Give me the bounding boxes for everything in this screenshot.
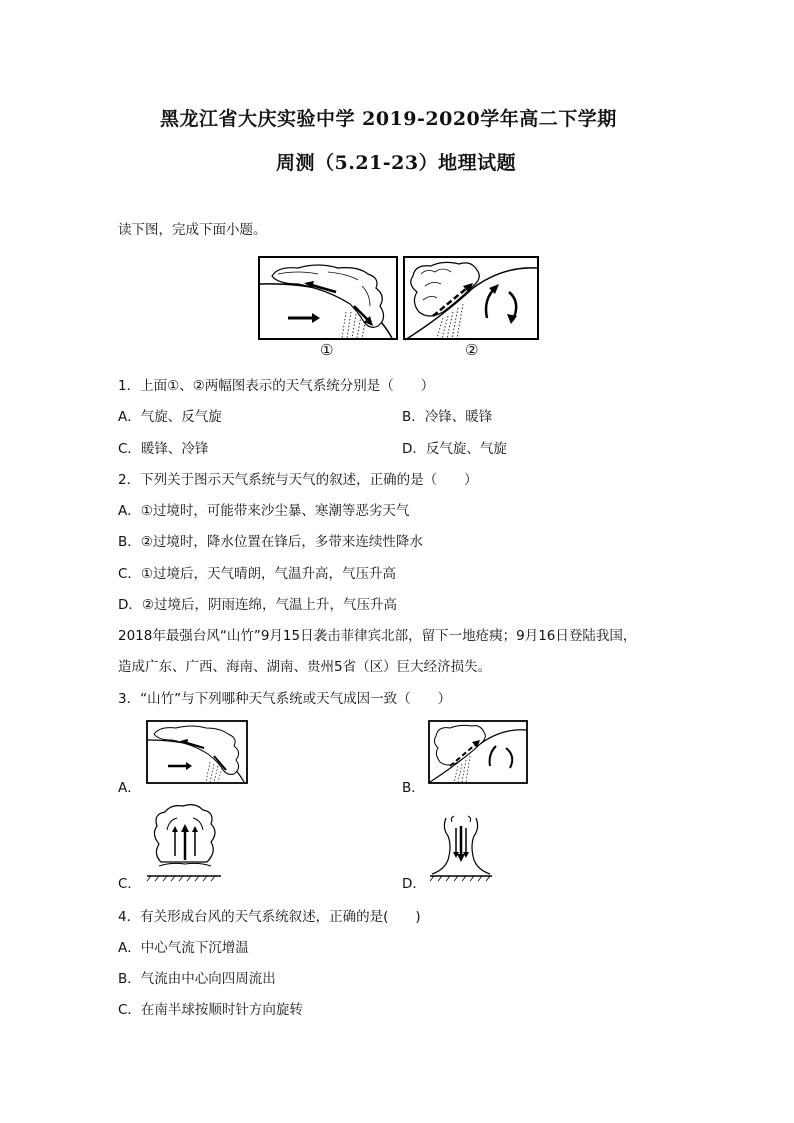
q3-option-b[interactable]: B． xyxy=(402,780,425,796)
q3-option-d-subsiding-air-diagram[interactable] xyxy=(428,814,494,882)
q3-stem: 3．“山竹”与下列哪种天气系统或天气成因一致（ ） xyxy=(118,691,452,707)
q1-option-d[interactable]: D．反气旋、气旋 xyxy=(402,441,507,457)
q4-stem: 4．有关形成台风的天气系统叙述，正确的是( ) xyxy=(118,909,421,925)
intro-text: 读下图，完成下面小题。 xyxy=(118,222,267,238)
figure-2-front-diagram xyxy=(403,256,539,340)
q4-option-c[interactable]: C．在南半球按顺时针方向旋转 xyxy=(118,1002,303,1018)
q3-option-a-cold-front-diagram[interactable] xyxy=(146,720,248,784)
q1-stem: 1．上面①、②两幅图表示的天气系统分别是（ ） xyxy=(118,378,435,394)
q4-option-b[interactable]: B．气流由中心向四周流出 xyxy=(118,971,276,987)
q4-option-a[interactable]: A．中心气流下沉增温 xyxy=(118,940,249,956)
q2-option-d[interactable]: D．②过境后，阴雨连绵，气温上升，气压升高 xyxy=(118,597,397,613)
q1-option-c[interactable]: C．暖锋、冷锋 xyxy=(118,441,209,457)
passage-line-2: 造成广东、广西、海南、湖南、贵州5省（区）巨大经济损失。 xyxy=(118,659,492,675)
q1-option-a[interactable]: A．气旋、反气旋 xyxy=(118,409,222,425)
q2-option-a[interactable]: A．①过境时，可能带来沙尘暴、寒潮等恶劣天气 xyxy=(118,503,410,519)
q3-option-d[interactable]: D． xyxy=(402,876,426,892)
q2-stem: 2．下列关于图示天气系统与天气的叙述，正确的是（ ） xyxy=(118,472,478,488)
q1-option-b[interactable]: B．冷锋、暖锋 xyxy=(402,409,493,425)
figure-2-label: ② xyxy=(465,341,479,359)
figure-1-label: ① xyxy=(320,341,334,359)
q3-option-c[interactable]: C． xyxy=(118,876,141,892)
title-line-2: 周测（5.21-23）地理试题 xyxy=(276,152,517,174)
title-line-1: 黑龙江省大庆实验中学 2019-2020学年高二下学期 xyxy=(160,108,617,130)
figure-1-front-diagram xyxy=(258,256,398,340)
q3-option-c-convection-cloud-diagram[interactable] xyxy=(145,800,223,882)
passage-line-1: 2018年最强台风“山竹”9月15日袭击菲律宾北部，留下一地疮痍；9月16日登陆我国， xyxy=(118,628,637,644)
q3-option-b-warm-front-diagram[interactable] xyxy=(428,720,528,784)
q2-option-b[interactable]: B．②过境时，降水位置在锋后，多带来连续性降水 xyxy=(118,534,423,550)
q2-option-c[interactable]: C．①过境后，天气晴朗，气温升高，气压升高 xyxy=(118,566,397,582)
q3-option-a[interactable]: A． xyxy=(118,780,141,796)
